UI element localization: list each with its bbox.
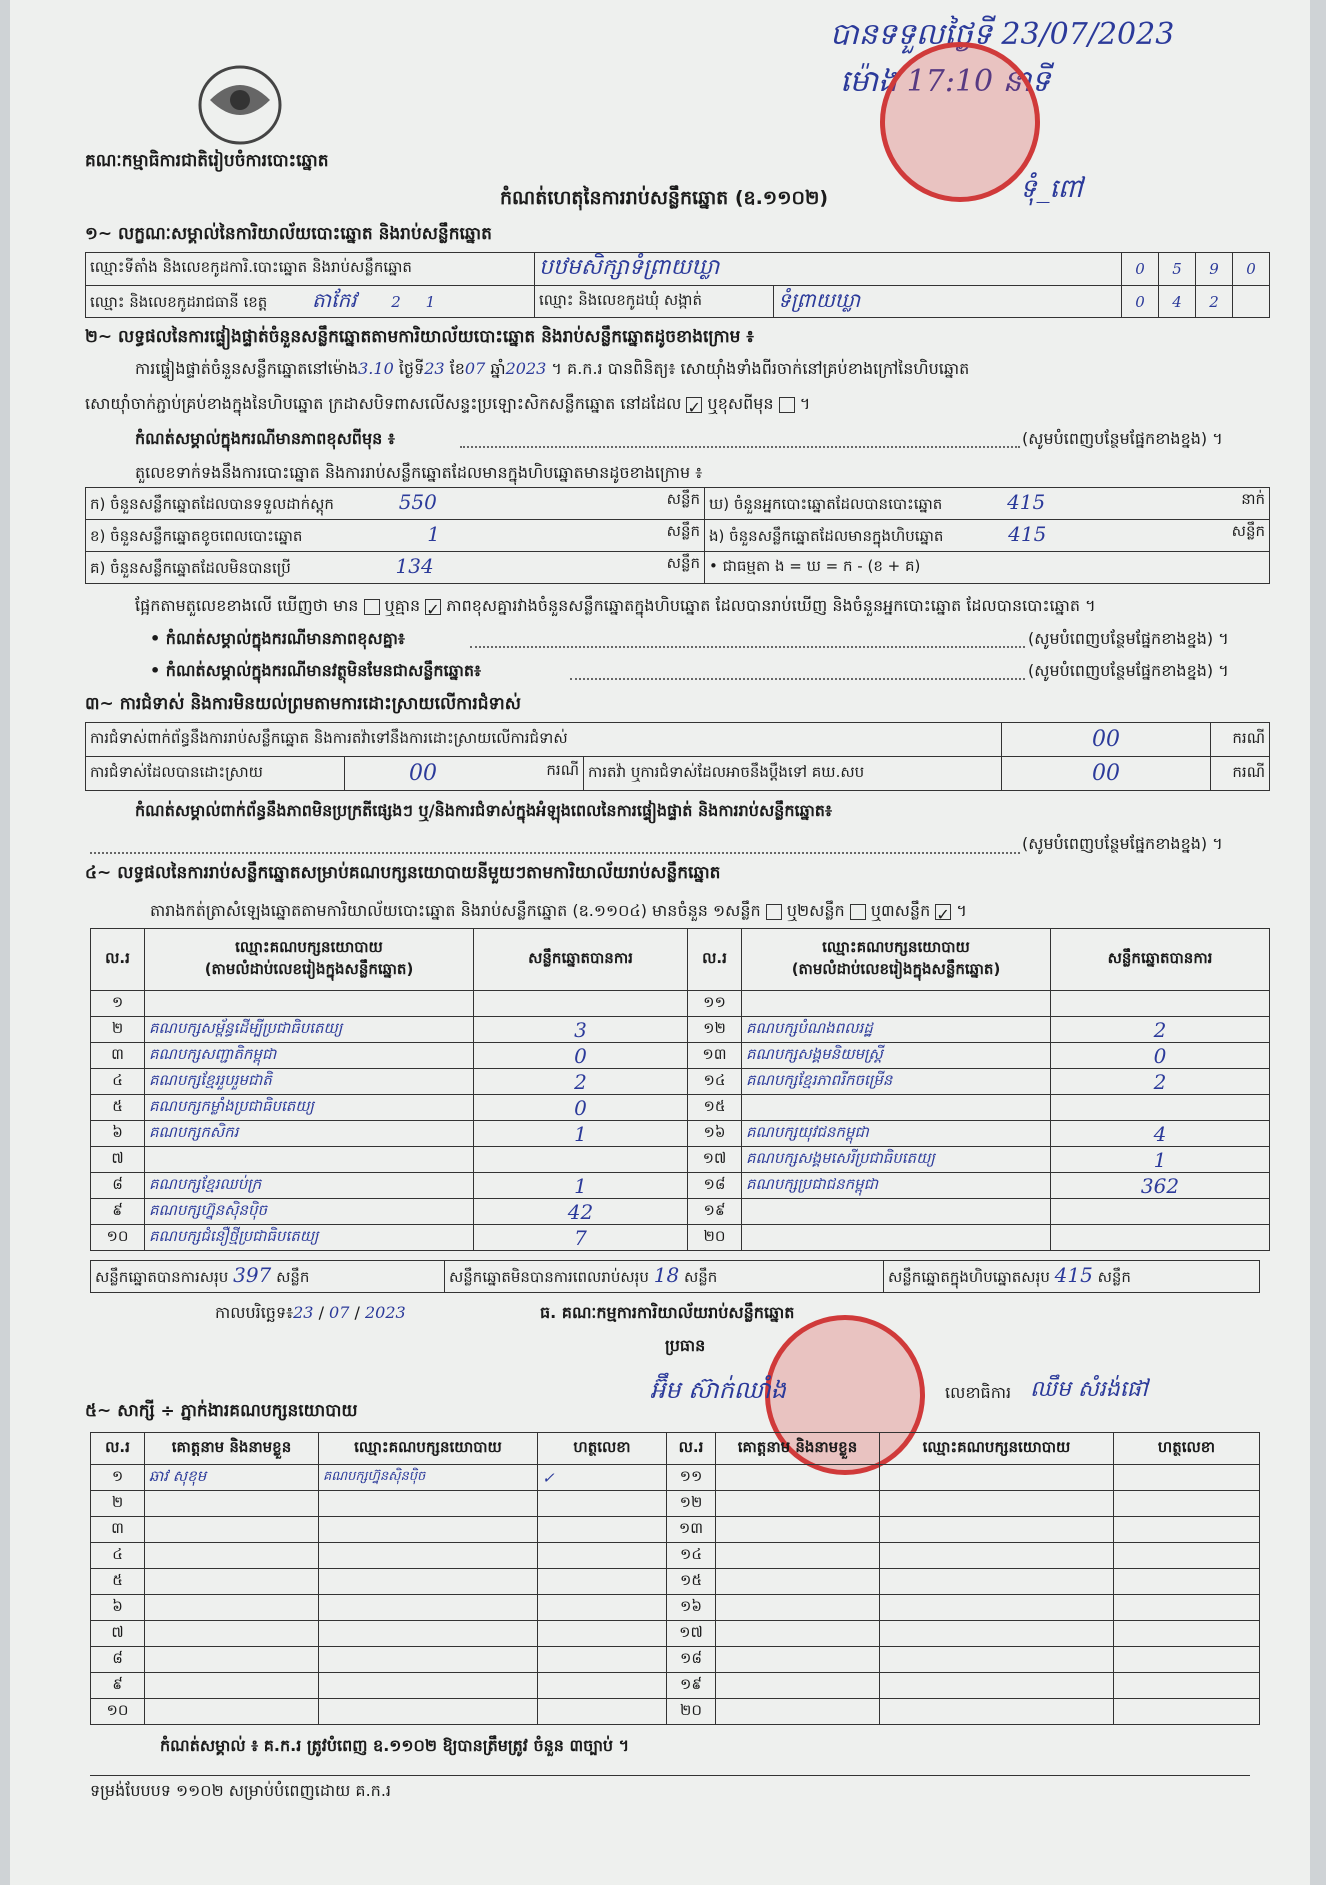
witness-signature (538, 1491, 667, 1517)
witness-signature (538, 1595, 667, 1621)
voters-count: 415 (1007, 490, 1046, 514)
party-name: គណបក្សកសិករ (145, 1121, 474, 1147)
witness-number: ១៩ (667, 1673, 716, 1699)
date-day: 23 (293, 1303, 314, 1322)
witness-name: ឆាវ សុខុម (145, 1465, 319, 1491)
party-name: គណបក្សសញ្ជាតិកម្ពុជា (145, 1043, 474, 1069)
code-digit: 9 (1196, 253, 1233, 286)
witness-number: ១៣ (667, 1517, 716, 1543)
irregularity-note: កំណត់សម្គាល់ពាក់ព័ន្ធនឹងភាពមិនប្រក្រតីផ្សេងៗ ឬ/និងការជំទាស់ក្នុងអំឡុងពេលនៃការផ្ទៀងផ្ទាត់ និងការរាប់សន្លឹកឆ្នោត៖ (135, 801, 832, 820)
result-row (91, 1017, 1270, 1043)
section-1-table (85, 252, 1270, 318)
witness-number: ១០ (91, 1699, 145, 1725)
commune-value: ទំព្រាយឃ្លា (774, 286, 1122, 318)
witness-name (145, 1517, 319, 1543)
party-number: ១៩ (688, 1199, 742, 1225)
note-object-label: • កំណត់សម្គាល់ក្នុងករណីមានវត្ថុមិនមែនជាសន្លឹកឆ្នោត៖ (150, 661, 482, 680)
party-name (145, 991, 474, 1017)
verification-line: ការផ្ទៀងផ្ទាត់ចំនួនសន្លឹកឆ្នោតនៅម៉ោង3.10 ថ្ងៃទី23 ខែ07 ឆ្នាំ2023 ។ គ.ក.រ បានពិនិត្យ៖ សោយ៉ាំងទាំងពីរចាក់នៅគ្រប់ខាងក្រៅនៃហិបឆ្នោត (135, 359, 970, 378)
party-number: ១ (91, 991, 145, 1017)
ballots-unused: 134 (395, 554, 434, 578)
section-2-title: ២~ លទ្ធផលនៃការផ្ទៀងផ្ទាត់ចំនួនសន្លឹកឆ្នោតតាមការិយាល័យបោះឆ្នោត និងរាប់សន្លឹកឆ្នោតដូចខាងក្រោម ៖ (85, 327, 754, 347)
result-row (91, 1069, 1270, 1095)
witness-row (91, 1673, 1260, 1699)
party-votes: 2 (1051, 1017, 1270, 1043)
witness-number: ១៦ (667, 1595, 716, 1621)
party-votes: 42 (474, 1199, 688, 1225)
party-number: ១៦ (688, 1121, 742, 1147)
result-row (91, 1095, 1270, 1121)
witness-number: ២០ (667, 1699, 716, 1725)
note-object-line (570, 678, 1025, 680)
code-digit: 0 (1122, 253, 1159, 286)
party-number: ៨ (91, 1173, 145, 1199)
province-code-1: 2 (391, 292, 401, 311)
witness-row (91, 1621, 1260, 1647)
section-3-title: ៣~ ការជំទាស់ និងការមិនយល់ព្រមតាមការដោះស្រាយលើការជំទាស់ (85, 694, 521, 714)
verify-year: 2023 (505, 359, 547, 378)
org-name: គណៈកម្មាធិការជាតិរៀបចំការបោះឆ្នោត (85, 151, 329, 171)
party-votes: 1 (1051, 1147, 1270, 1173)
witness-party (319, 1699, 538, 1725)
figures-table: ក) ចំនួនសន្លឹកឆ្នោតដែលបានទទួលដាក់ស្តុក 550 សន្លឹក ឃ) ចំនួនអ្នកបោះឆ្នោតដែលបានបោះឆ្នោត 415 នាក់ ខ) ចំនួនសន្លឹកឆ្នោតខូចពេលបោះឆ្នោត 1 សន្លឹក ង) ចំនួនសន្លឹកឆ្នោតដែលមានក្នុងហិបឆ្នោត 415 សន្លឹក គ) ចំនួនសន្លឹកឆ្នោតដែលមិនបានប្រើ 134 សន្លឹក • ជាធម្មតា ង = ឃ = ក - (ខ + គ) (85, 487, 1270, 584)
witness-number: ១៥ (667, 1569, 716, 1595)
one-sheet-checkbox[interactable] (766, 904, 782, 920)
party-name: គណបក្សយុវជនកម្ពុជា (742, 1121, 1051, 1147)
note-difference-label: កំណត់សម្គាល់ក្នុងករណីមានភាពខុសពីមុន ៖ (135, 429, 395, 448)
result-row (91, 1173, 1270, 1199)
result-row (91, 1043, 1270, 1069)
witness-party (319, 1595, 538, 1621)
verify-month: 07 (464, 359, 486, 378)
province-label: ឈ្មោះ និងលេខកូដរាជធានី ខេត្ត (90, 292, 268, 311)
province-value: តាកែវ (312, 287, 357, 312)
witness-number: ១ (91, 1465, 145, 1491)
witness-number: ១៧ (667, 1621, 716, 1647)
note-diff-label: • កំណត់សម្គាល់ក្នុងករណីមានភាពខុសគ្នា៖ (150, 629, 405, 648)
date-year: 2023 (364, 1303, 406, 1322)
chief-signature: អ៊ឹម ស៊ាក់ឈាំង (650, 1376, 786, 1404)
box-total: 415 (1054, 1263, 1093, 1287)
objections-label: ការជំទាស់ពាក់ព័ន្ធនឹងការរាប់សន្លឹកឆ្នោត និងការតវ៉ាទៅនឹងការដោះស្រាយលើការជំទាស់ (86, 723, 1002, 757)
witness-name (145, 1543, 319, 1569)
party-votes: 2 (1051, 1069, 1270, 1095)
witness-signature (538, 1673, 667, 1699)
results-table: ល.រ ឈ្មោះគណបក្សនយោបាយ (តាមលំដាប់លេខរៀងក្នុងសន្លឹកឆ្នោត) សន្លឹកឆ្នោតបានការ ល.រ ឈ្មោះគណបក្សនយោបាយ (តាមលំដាប់លេខរៀងក្នុងសន្លឹកឆ្នោត) សន្លឹកឆ្នោតបានការ ១ ១១ ២ គណបក្សសម្ព័ន្ធដើម្បីប្រជាធិបតេយ្យ 3 ១២ គណបក្សបំណងពលរដ្ឋ 2 ៣ គណបក្សសញ្ជាតិកម្ពុជា 0 ១៣ គណបក្សសង្គមនិយមស្ត្រី 0 ៤ គណបក្សខ្មែររួបរួមជាតិ 2 ១៤ គណបក្សខ្មែរភាពរីកចម្រើន 2 ៥ គណបក្សកម្លាំងប្រជាធិបតេយ្យ 0 ១៥ ៦ គណបក្សកសិករ 1 ១៦ គណបក្សយុវជនកម្ពុជា 4 ៧ ១៧ គណបក្សសង្គមសេរីប្រជាធិបតេយ្យ 1 ៨ គណបក្សខ្មែរឈប់ក្រ 1 ១៨ គណបក្សប្រជាជនកម្ពុជា 362 ៩ គណបក្សហ្វ៊ុនស៊ិនប៉ិច 42 ១៩ ១០ គណបក្សជំនឿថ្មីប្រជាធិបតេយ្យ 7 ២០ (90, 928, 1270, 1251)
party-name: គណបក្សសង្គមសេរីប្រជាធិបតេយ្យ (742, 1147, 1051, 1173)
witness-number: ១២ (667, 1491, 716, 1517)
party-name: គណបក្សប្រជាជនកម្ពុជា (742, 1173, 1051, 1199)
two-sheets-checkbox[interactable] (850, 904, 866, 920)
invalid-total: 18 (653, 1263, 680, 1287)
party-votes (474, 1147, 688, 1173)
received-date: បានទទួលថ្ងៃទី 23/07/2023 (830, 17, 1175, 52)
code-digit: 2 (1196, 286, 1233, 318)
party-votes: 7 (474, 1225, 688, 1251)
difference-line: ផ្អែកតាមតួលេខខាងលើ ឃើញថា មាន ឬគ្មាន ✓ ភាពខុសគ្នារវាងចំនួនសន្លឹកឆ្នោតក្នុងហិបឆ្នោត ដែលបានរាប់ឃើញ និងចំនួនអ្នកបោះឆ្នោត ដែលបានបោះឆ្នោត ។ (135, 596, 1096, 619)
three-sheets-checkbox[interactable]: ✓ (936, 904, 950, 924)
province-code-2: 1 (425, 292, 436, 311)
witness-number: ៦ (91, 1595, 145, 1621)
witness-number: ២ (91, 1491, 145, 1517)
witness-number: ១៨ (667, 1647, 716, 1673)
witness-signature (538, 1569, 667, 1595)
witness-row (91, 1517, 1260, 1543)
result-row (91, 1121, 1270, 1147)
section-4-title: ៤~ លទ្ធផលនៃការរាប់សន្លឹកឆ្នោតសម្រាប់គណបក្សនយោបាយនីមួយៗតាមការិយាល័យរាប់សន្លឹកឆ្នោត (85, 863, 721, 883)
date-month: 07 (329, 1303, 350, 1322)
party-name: គណបក្សខ្មែររួបរួមជាតិ (145, 1069, 474, 1095)
witness-party (319, 1673, 538, 1699)
party-votes: 1 (474, 1173, 688, 1199)
result-row (91, 991, 1270, 1017)
no-diff-checkbox[interactable]: ✓ (426, 599, 440, 619)
witness-row (91, 1595, 1260, 1621)
party-number: ១១ (688, 991, 742, 1017)
code-digit: 4 (1159, 286, 1196, 318)
party-number: ១៨ (688, 1173, 742, 1199)
committee-label: ធ. គណៈកម្មការការិយាល័យរាប់សន្លឹកឆ្នោត (540, 1303, 795, 1322)
section-5-title: ៥~ សាក្សី ÷ ភ្នាក់ងារគណបក្សនយោបាយ (85, 1401, 358, 1421)
party-name: គណបក្សកម្លាំងប្រជាធិបតេយ្យ (145, 1095, 474, 1121)
same-checkbox[interactable]: ✓ (687, 397, 701, 417)
irregularity-line (90, 852, 1020, 854)
code-digit: 5 (1159, 253, 1196, 286)
witness-signature: ✓ (538, 1465, 667, 1491)
signature-date: កាលបរិច្ឆេទ៖23 / 07 / 2023 (215, 1303, 406, 1322)
witness-number: ៧ (91, 1621, 145, 1647)
party-number: ១៤ (688, 1069, 742, 1095)
totals-table: សន្លឹកឆ្នោតបានការសរុប 397 សន្លឹក សន្លឹកឆ្នោតមិនបានការពេលរាប់សរុប 18 សន្លឹក សន្លឹកឆ្នោតក្នុងហិបឆ្នោតសរុប 415 សន្លឹក (90, 1260, 1260, 1293)
fill-back-note: (សូមបំពេញបន្ថែមផ្នែកខាងខ្នង) ។ (1028, 629, 1229, 648)
witness-party (319, 1569, 538, 1595)
resolved-count: 00 (409, 761, 437, 786)
party-votes: 362 (1051, 1173, 1270, 1199)
witness-party (319, 1647, 538, 1673)
page-title: កំណត់ហេតុនៃការរាប់សន្លឹកឆ្នោត (ឧ.១១០២) (500, 187, 829, 209)
witness-signature (538, 1647, 667, 1673)
witness-signature (538, 1621, 667, 1647)
party-votes: 2 (474, 1069, 688, 1095)
witness-party (319, 1491, 538, 1517)
note-difference-line (460, 446, 1020, 448)
witness-row (91, 1465, 1260, 1491)
witness-row (91, 1491, 1260, 1517)
party-number: ៩ (91, 1199, 145, 1225)
party-votes: 0 (474, 1095, 688, 1121)
code-digit: 0 (1233, 253, 1270, 286)
has-diff-checkbox[interactable] (364, 599, 380, 615)
party-votes: 1 (474, 1121, 688, 1147)
witness-party (319, 1517, 538, 1543)
party-votes: 3 (474, 1017, 688, 1043)
party-number: ៦ (91, 1121, 145, 1147)
resolved-label: ការជំទាស់ដែលបានដោះស្រាយ (86, 757, 345, 791)
seal-check-line: សោយ៉ាំចាក់ភ្ជាប់គ្រប់ខាងក្នុងនៃហិបឆ្នោត ក្រដាសបិទពាសលើសន្ទះប្រឡោះសិកសន្លឹកឆ្នោត នៅដដែល ✓ ឬខុសពីមុន ។ (85, 394, 811, 417)
valid-total: 397 (233, 1263, 272, 1287)
footer-rule (90, 1775, 1250, 1776)
appeal-count: 00 (1002, 757, 1211, 791)
location-value: បឋមសិក្សាទំព្រាយឃ្លា (535, 253, 1122, 286)
witness-number: ៣ (91, 1517, 145, 1543)
footer-text: ទម្រង់បែបបទ ១១០២ សម្រាប់បំពេញដោយ គ.ក.រ (90, 1781, 391, 1800)
party-number: ២ (91, 1017, 145, 1043)
ballots-spoiled: 1 (427, 522, 440, 546)
witness-table: ល.រ គោត្តនាម និងនាមខ្លួន ឈ្មោះគណបក្សនយោបាយ ហត្ថលេខា ល.រ គោត្តនាម និងនាមខ្លួន ឈ្មោះគណបក្សនយោបាយ ហត្ថលេខា ១ ឆាវ សុខុម គណបក្សហ្វ៊ុនស៊ិនប៉ិច ✓ ១១ ២ ១២ ៣ ១៣ ៤ ១៤ ៥ ១៥ ៦ ១៦ ៧ ១៧ ៨ ១៨ ៩ ១៩ ១០ ២០ (90, 1432, 1260, 1725)
document-sheet (10, 0, 1310, 1885)
witness-name (145, 1673, 319, 1699)
code-digit: 0 (1122, 286, 1159, 318)
party-name: គណបក្សជំនឿថ្មីប្រជាធិបតេយ្យ (145, 1225, 474, 1251)
party-number: ១០ (91, 1225, 145, 1251)
note-diff-line (470, 646, 1025, 648)
verify-day: 23 (424, 359, 445, 378)
fill-back-note: (សូមបំពេញបន្ថែមផ្នែកខាងខ្នង) ។ (1028, 661, 1229, 680)
witness-number: ១១ (667, 1465, 716, 1491)
result-row (91, 1199, 1270, 1225)
witness-row (91, 1543, 1260, 1569)
official-stamp-top (880, 42, 1040, 202)
witness-row (91, 1699, 1260, 1725)
secretary-signature: ឈឹម សំរង់ផៅ (1030, 1377, 1148, 1402)
party-number: ៣ (91, 1043, 145, 1069)
witness-name (145, 1569, 319, 1595)
party-number: ៥ (91, 1095, 145, 1121)
appeal-label: ការតវ៉ា ឬការជំទាស់ដែលអាចនឹងប្តឹងទៅ គឃ.សប (584, 757, 1002, 791)
witness-party: គណបក្សហ្វ៊ុនស៊ិនប៉ិច (319, 1465, 538, 1491)
form-note: កំណត់សម្គាល់ ៖ គ.ក.រ ត្រូវបំពេញ ឧ.១១០២ ឱ្យបានត្រឹមត្រូវ ចំនួន ៣ច្បាប់ ។ (160, 1736, 630, 1755)
party-name: គណបក្សសង្គមនិយមស្ត្រី (742, 1043, 1051, 1069)
figures-intro: តួលេខទាក់ទងនឹងការបោះឆ្នោត និងការរាប់សន្លឹកឆ្នោតដែលមានក្នុងហិបឆ្នោតមានដូចខាងក្រោម ៖ (135, 463, 703, 482)
party-number: ២០ (688, 1225, 742, 1251)
party-votes: 0 (1051, 1043, 1270, 1069)
formula: • ជាធម្មតា ង = ឃ = ក - (ខ + គ) (705, 552, 1270, 584)
party-name (145, 1147, 474, 1173)
party-number: ១២ (688, 1017, 742, 1043)
commune-label: ឈ្មោះ និងលេខកូដឃុំ សង្កាត់ (535, 286, 774, 318)
witness-party (319, 1543, 538, 1569)
witness-number: ៤ (91, 1543, 145, 1569)
party-number: ៤ (91, 1069, 145, 1095)
witness-name (145, 1699, 319, 1725)
ballots-in-box: 415 (1008, 522, 1047, 546)
witness-name (145, 1621, 319, 1647)
chief-label: ប្រធាន (665, 1336, 706, 1355)
witness-number: ៨ (91, 1647, 145, 1673)
fill-back-note: (សូមបំពេញបន្ថែមផ្នែកខាងខ្នង) ។ (1022, 834, 1223, 853)
party-votes (474, 991, 688, 1017)
party-votes (1051, 1225, 1270, 1251)
objections-count: 00 (1002, 723, 1211, 757)
emblem-logo (190, 60, 290, 150)
section-1-title: ១~ លក្ខណៈសម្គាល់នៃការិយាល័យបោះឆ្នោត និងរាប់សន្លឹកឆ្នោត (85, 224, 492, 244)
party-number: ១៥ (688, 1095, 742, 1121)
verify-hour: 3.10 (358, 359, 394, 378)
witness-signature (538, 1543, 667, 1569)
party-votes (1051, 991, 1270, 1017)
party-name: គណបក្សហ្វ៊ុនស៊ិនប៉ិច (145, 1199, 474, 1225)
objections-table: ការជំទាស់ពាក់ព័ន្ធនឹងការរាប់សន្លឹកឆ្នោត និងការតវ៉ាទៅនឹងការដោះស្រាយលើការជំទាស់ 00 ករណី ការជំទាស់ដែលបានដោះស្រាយ 00 ករណី ការតវ៉ា ឬការជំទាស់ដែលអាចនឹងប្តឹងទៅ គឃ.សប 00 ករណី (85, 722, 1270, 791)
witness-number: ៩ (91, 1673, 145, 1699)
party-name (742, 1199, 1051, 1225)
witness-party (319, 1621, 538, 1647)
party-votes: 4 (1051, 1121, 1270, 1147)
received-time: ម៉ោង 17:10 នាទី (840, 64, 1051, 99)
party-name: គណបក្សសម្ព័ន្ធដើម្បីប្រជាធិបតេយ្យ (145, 1017, 474, 1043)
party-number: ១៣ (688, 1043, 742, 1069)
party-name: គណបក្សបំណងពលរដ្ឋ (742, 1017, 1051, 1043)
witness-number: ១៤ (667, 1543, 716, 1569)
party-number: ៧ (91, 1147, 145, 1173)
party-name (742, 991, 1051, 1017)
party-votes: 0 (474, 1043, 688, 1069)
ballots-received: 550 (398, 490, 437, 514)
party-number: ១៧ (688, 1147, 742, 1173)
witness-signature (538, 1517, 667, 1543)
witness-name (145, 1647, 319, 1673)
witness-row (91, 1569, 1260, 1595)
changed-checkbox[interactable] (779, 397, 795, 413)
result-row (91, 1225, 1270, 1251)
fill-back-note: (សូមបំពេញបន្ថែមផ្នែកខាងខ្នង) ។ (1022, 429, 1223, 448)
location-label: ឈ្មោះទីតាំង និងលេខកូដការិ.បោះឆ្នោត និងរាប់សន្លឹកឆ្នោត (86, 253, 535, 286)
witness-name (145, 1595, 319, 1621)
party-name: គណបក្សខ្មែរឈប់ក្រ (145, 1173, 474, 1199)
party-name: គណបក្សខ្មែរភាពរីកចម្រើន (742, 1069, 1051, 1095)
witness-number: ៥ (91, 1569, 145, 1595)
party-name (742, 1095, 1051, 1121)
party-name (742, 1225, 1051, 1251)
witness-name (145, 1491, 319, 1517)
sheets-count-line: តារាងកត់ត្រាសំឡេងឆ្នោតតាមការិយាល័យបោះឆ្នោត និងរាប់សន្លឹកឆ្នោត (ឧ.១១០៤) មានចំនួន ១សន្លឹក ឬ២សន្លឹក ឬ៣សន្លឹក ✓ ។ (150, 901, 967, 924)
party-votes (1051, 1199, 1270, 1225)
witness-signature (538, 1699, 667, 1725)
witness-row (91, 1647, 1260, 1673)
result-row (91, 1147, 1270, 1173)
party-votes (1051, 1095, 1270, 1121)
secretary-label: លេខាធិការ (945, 1383, 1012, 1402)
receiver-name: ទុំ_ពៅ (1020, 174, 1083, 204)
